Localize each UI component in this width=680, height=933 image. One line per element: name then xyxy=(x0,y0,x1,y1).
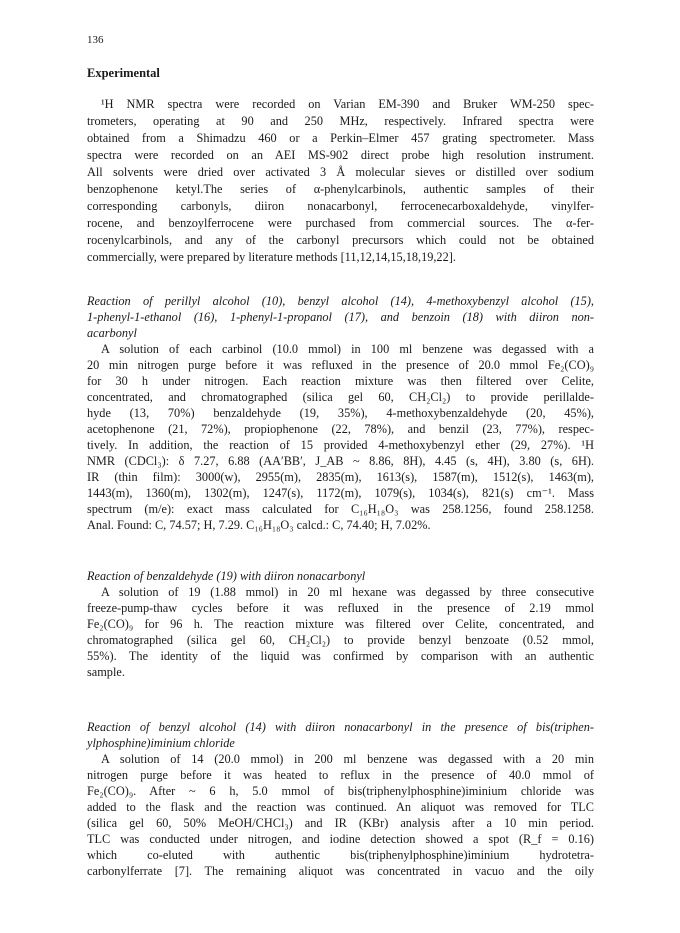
text-line: ¹H NMR spectra were recorded on Varian EM-390 and Bruker WM-250 spec- xyxy=(101,97,594,111)
text-line: commercially, were prepared by literature methods [11,12,14,15,18,19,22]. xyxy=(87,250,456,264)
text-line: freeze-pump-thaw cycles before it was refluxed in the presence of 2.19 mmol xyxy=(87,601,594,615)
section-heading-experimental: Experimental xyxy=(87,66,160,80)
section-title-line: 1-phenyl-1-ethanol (16), 1-phenyl-1-propanol (17), and benzoin (18) with diiron non- xyxy=(87,310,594,324)
text-line: A solution of each carbinol (10.0 mmol) in 100 ml benzene was degassed with a xyxy=(101,342,594,356)
text-line: NMR (CDCl₃): δ 7.27, 6.88 (AA′BB′, J_AB ~ 8.86, 8H), 4.45 (s, 4H), 3.80 (s, 6H). xyxy=(87,454,594,468)
text-line: concentrated, and chromatographed (silica gel 60, CH₂Cl₂) to provide perillalde- xyxy=(87,390,594,404)
text-line: benzophenone ketyl.The series of α-phenylcarbinols, authentic samples of their xyxy=(87,182,594,196)
text-line: acetophenone (21, 72%), propiophenone (22, 78%), and benzil (23, 77%), respec- xyxy=(87,422,594,436)
text-line: rocenylcarbinols, and any of the carbonyl precursors which could not be obtained xyxy=(87,233,594,247)
paragraph-instruments xyxy=(87,96,594,266)
text-line: spectra were recorded on an AEI MS-902 direct probe high resolution instrument. xyxy=(87,148,594,162)
text-line: rocene, and benzoylferrocene were purchased from commercial sources. The α-fer- xyxy=(87,216,594,230)
section-title-line: acarbonyl xyxy=(87,326,137,340)
text-line: (silica gel 60, 50% MeOH/CHCl₃) and IR (KBr) analysis after a 10 min period. xyxy=(87,816,594,830)
text-line: All solvents were dried over activated 3 Å molecular sieves or distilled over sodium xyxy=(87,165,594,179)
text-line: A solution of 14 (20.0 mmol) in 200 ml benzene was degassed with a 20 min xyxy=(101,752,594,766)
text-line: TLC was conducted under nitrogen, and iodine detection showed a spot (R_f = 0.16) xyxy=(87,832,594,846)
text-line: A solution of 19 (1.88 mmol) in 20 ml hexane was degassed by three consecutive xyxy=(101,585,594,599)
text-line: tively. In addition, the reaction of 15 provided 4-methoxybenzyl ether (29, 27%). ¹H xyxy=(87,438,594,452)
text-line: trometers, operating at 90 and 250 MHz, respectively. Infrared spectra were xyxy=(87,114,594,128)
text-line: sample. xyxy=(87,665,125,679)
text-line: 1443(m), 1360(m), 1302(m), 1247(s), 1172(m), 1079(s), 1034(s), 821(s) cm⁻¹. Mass xyxy=(87,486,594,500)
text-line: 55%). The identity of the liquid was confirmed by comparison with an authentic xyxy=(87,649,594,663)
text-line: spectrum (m/e): exact mass calculated for C₁₆H₁₈O₃ was 258.1256, found 258.1258. xyxy=(87,502,594,516)
text-line: hyde (13, 70%) benzaldehyde (19, 35%), 4-methoxybenzaldehyde (20, 45%), xyxy=(87,406,594,420)
text-line: corresponding carbonyls, diiron nonacarbonyl, ferrocenecarboxaldehyde, vinylfer- xyxy=(87,199,594,213)
text-line: which co-eluted with authentic bis(triphenylphosphine)iminium hydrotetra- xyxy=(87,848,594,862)
section-title-line: Reaction of benzyl alcohol (14) with diiron nonacarbonyl in the presence of bis(triphen- xyxy=(87,720,594,734)
section-benzaldehyde xyxy=(87,568,594,680)
text-line: IR (thin film): 3000(w), 2955(m), 2835(m), 1613(s), 1587(m), 1512(s), 1463(m), xyxy=(87,470,594,484)
section-title-line: Reaction of benzaldehyde (19) with diiron nonacarbonyl xyxy=(87,569,366,583)
text-line: chromatographed (silica gel 60, CH₂Cl₂) to provide benzyl benzoate (0.52 mmol, xyxy=(87,633,594,647)
section-carbinols xyxy=(87,293,594,533)
text-line: nitrogen purge before it was heated to reflux in the presence of 40.0 mmol of xyxy=(87,768,594,782)
text-line: 20 min nitrogen purge before it was refluxed in the presence of 20.0 mmol Fe₂(CO)₉ xyxy=(87,358,594,372)
text-line: added to the flask and the reaction was continued. An aliquot was removed for TLC xyxy=(87,800,594,814)
text-line: carbonylferrate [7]. The remaining aliquot was concentrated in vacuo and the oily xyxy=(87,864,594,878)
text-line: Fe₂(CO)₉ for 96 h. The reaction mixture was filtered over Celite, concentrated, and xyxy=(87,617,594,631)
text-line: for 30 h under nitrogen. Each reaction mixture was then filtered over Celite, xyxy=(87,374,594,388)
page-number: 136 xyxy=(87,34,104,46)
text-line: Fe₂(CO)₉. After ~ 6 h, 5.0 mmol of bis(triphenylphosphine)iminium chloride was xyxy=(87,784,594,798)
section-title-line: Reaction of perillyl alcohol (10), benzyl alcohol (14), 4-methoxybenzyl alcohol (15), xyxy=(87,294,594,308)
section-benzyl-alcohol-ppn xyxy=(87,719,594,879)
text-line: Anal. Found: C, 74.57; H, 7.29. C₁₆H₁₈O₃ calcd.: C, 74.40; H, 7.02%. xyxy=(87,518,431,532)
text-line: obtained from a Shimadzu 460 or a Perkin–Elmer 457 grating spectrometer. Mass xyxy=(87,131,594,145)
section-title-line: ylphosphine)iminium chloride xyxy=(87,736,235,750)
